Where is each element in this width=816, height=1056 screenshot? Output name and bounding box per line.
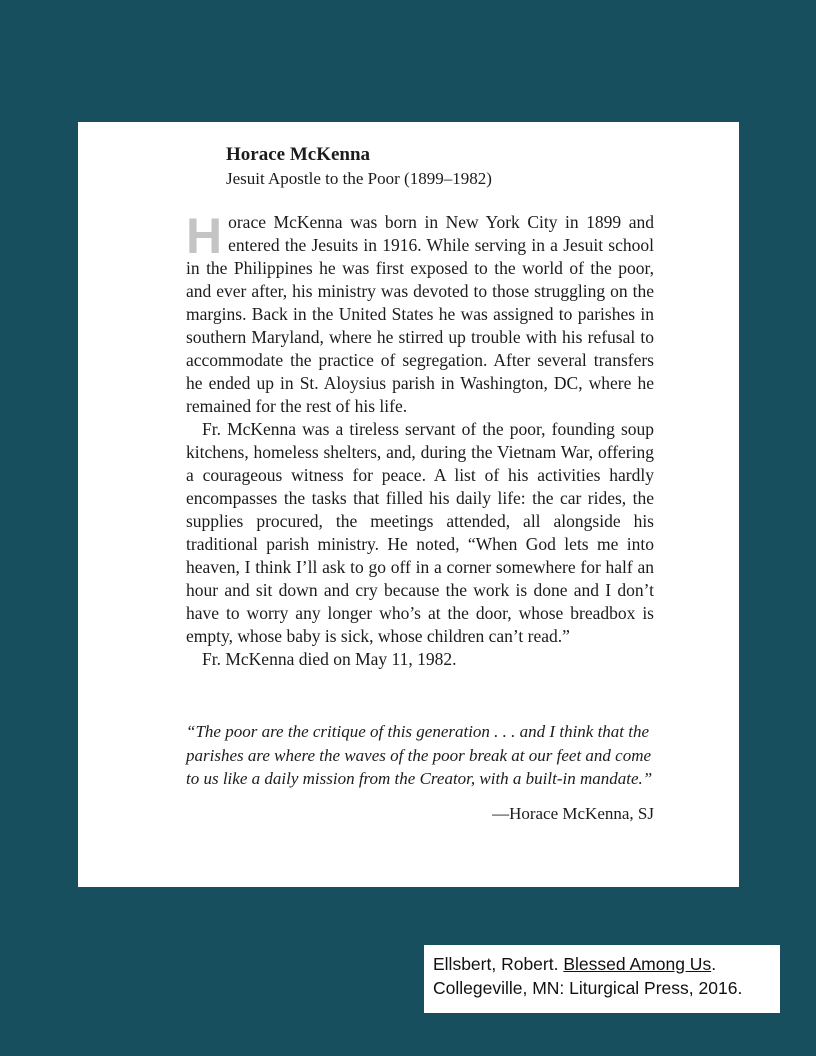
citation-publisher: Collegeville, MN: Liturgical Press, 2016. [433,978,743,998]
closing-quote: “The poor are the critique of this generation . . . and I think that the parishes are where the waves of the poor break at our feet and come to us like a daily mission from the Creator, with a built-in mandate.” [186,722,653,788]
paragraph-1-text: orace McKenna was born in New York City in 1899 and entered the Jesuits in 1916. While serving in a Jesuit school in the Philippines he was first exposed to the world of the poor, and ever after, his ministry was devoted to those struggling on the margins. Back in the United States he was assigned to parishes in southern Maryland, where he stirred up trouble with his refusal to accommodate the practice of segregation. After several transfers he ended up in St. Aloysius parish in Washington, DC, where he remained for the rest of his life. [186,212,654,416]
citation-author: Ellsbert, Robert. [433,954,559,974]
citation-title-punct: . [711,954,717,974]
article-title: Horace McKenna [226,144,371,165]
citation-line-1 [433,952,771,976]
paragraph-2: Fr. McKenna was a tireless servant of the poor, founding soup kitchens, homeless shelters, and, during the Vietnam War, offering a courageous witness for peace. A list of his activities hardly encompasses the tasks that filled his daily life: the car rides, the supplies procured, the meetings attended, all alongside his traditional parish ministry. He noted, “When God lets me into heaven, I think I’ll ask to go off in a corner somewhere for half an hour and sit down and cry because the work is done and I don’t have to worry any longer who’s at the door, whose breadbox is empty, whose baby is sick, whose children can’t read.” [186,419,654,646]
book-page [78,122,739,887]
paragraph-1 [186,208,654,418]
article-subtitle: Jesuit Apostle to the Poor (1899–1982) [226,169,492,188]
citation-book-title: Blessed Among Us [563,954,712,974]
article-body [186,208,654,671]
drop-cap: H [186,208,223,264]
paragraph-3: Fr. McKenna died on May 11, 1982. [202,649,457,669]
quote-attribution: —Horace McKenna, SJ [492,804,654,823]
citation-box [424,945,780,1013]
